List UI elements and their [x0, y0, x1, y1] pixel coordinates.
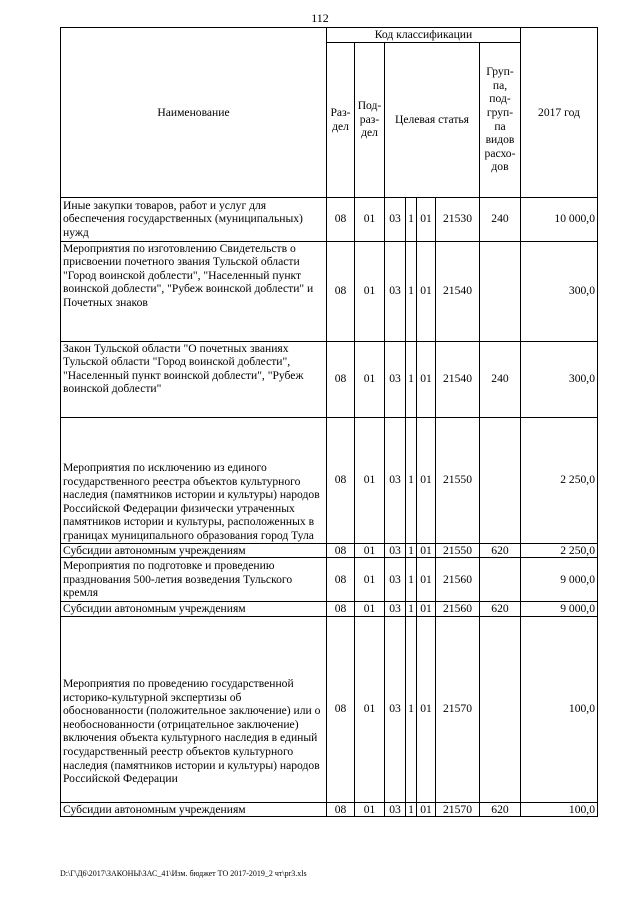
table-row [61, 417, 598, 543]
row-cs4: 21570 [436, 616, 480, 802]
row-vr [480, 616, 521, 802]
row-sum: 100,0 [521, 616, 598, 802]
row-cs4: 21540 [436, 241, 480, 341]
table-row [61, 802, 598, 817]
row-cs2: 1 [406, 197, 417, 241]
row-cs2: 1 [406, 616, 417, 802]
row-name: Мероприятия по изготовлению Свидетельств о присвоении почетного звания Тульской области "Город воинской доблести", "Населенный пункт воинской доблести", "Рубеж воинской доблести" и Почетных знаков [61, 241, 327, 341]
row-cs3: 01 [417, 197, 436, 241]
row-name: Субсидии автономным учреждениям [61, 543, 327, 558]
row-razdel: 08 [327, 241, 355, 341]
row-name: Иные закупки товаров, работ и услуг для обеспечения государственных (муниципальных) нужд [61, 197, 327, 241]
budget-table [60, 27, 598, 817]
row-sum: 300,0 [521, 341, 598, 417]
row-cs1: 03 [385, 802, 406, 817]
row-cs1: 03 [385, 197, 406, 241]
row-cs4: 21560 [436, 602, 480, 617]
row-podrazdel: 01 [355, 616, 385, 802]
row-podrazdel: 01 [355, 558, 385, 602]
row-razdel: 08 [327, 197, 355, 241]
header-name: Наименование [61, 28, 327, 198]
table-row [61, 602, 598, 617]
row-sum: 300,0 [521, 241, 598, 341]
header-code: Код классификации [327, 28, 521, 43]
row-sum: 100,0 [521, 802, 598, 817]
row-cs2: 1 [406, 241, 417, 341]
row-cs1: 03 [385, 417, 406, 543]
row-name: Мероприятия по подготовке и проведению празднования 500-летия возведения Тульского кремля [61, 558, 327, 602]
header-podrazdel: Под- раз- дел [355, 42, 385, 197]
row-cs1: 03 [385, 241, 406, 341]
row-cs3: 01 [417, 241, 436, 341]
row-vr: 620 [480, 802, 521, 817]
row-razdel: 08 [327, 341, 355, 417]
row-podrazdel: 01 [355, 197, 385, 241]
header-razdel: Раз- дел [327, 42, 355, 197]
row-cs2: 1 [406, 558, 417, 602]
table-row [61, 558, 598, 602]
row-cs3: 01 [417, 558, 436, 602]
row-name: Закон Тульской области "О почетных званиях Тульской области "Город воинской доблести", "Населенный пункт воинской доблести", "Рубеж воинской доблести" [61, 341, 327, 417]
table-row [61, 241, 598, 341]
row-sum: 10 000,0 [521, 197, 598, 241]
row-cs1: 03 [385, 558, 406, 602]
row-cs2: 1 [406, 802, 417, 817]
row-razdel: 08 [327, 543, 355, 558]
table-row [61, 197, 598, 241]
table-row [61, 341, 598, 417]
row-razdel: 08 [327, 602, 355, 617]
row-vr: 240 [480, 341, 521, 417]
row-sum: 2 250,0 [521, 417, 598, 543]
row-cs2: 1 [406, 341, 417, 417]
row-sum: 9 000,0 [521, 558, 598, 602]
row-cs3: 01 [417, 543, 436, 558]
row-cs1: 03 [385, 341, 406, 417]
row-cs2: 1 [406, 417, 417, 543]
row-razdel: 08 [327, 558, 355, 602]
row-cs4: 21550 [436, 417, 480, 543]
table-row [61, 543, 598, 558]
row-name: Субсидии автономным учреждениям [61, 802, 327, 817]
row-name: Мероприятия по проведению государственной историко-культурной экспертизы об обоснованности (положительное заключение) или о необоснованности (отрицательное заключение) включения объекта культурного наследия в единый государственный реестр объектов культурного наследия (памятников истории и культуры) народов Российской Федерации [61, 616, 327, 802]
row-vr [480, 417, 521, 543]
row-cs4: 21570 [436, 802, 480, 817]
row-cs3: 01 [417, 802, 436, 817]
row-podrazdel: 01 [355, 543, 385, 558]
row-cs4: 21540 [436, 341, 480, 417]
row-vr: 620 [480, 602, 521, 617]
row-cs1: 03 [385, 602, 406, 617]
header-row-top [61, 28, 598, 43]
row-razdel: 08 [327, 616, 355, 802]
row-podrazdel: 01 [355, 341, 385, 417]
row-cs4: 21550 [436, 543, 480, 558]
row-cs4: 21560 [436, 558, 480, 602]
row-podrazdel: 01 [355, 417, 385, 543]
row-cs2: 1 [406, 602, 417, 617]
row-sum: 9 000,0 [521, 602, 598, 617]
row-razdel: 08 [327, 417, 355, 543]
file-path-footer: D:\Г\Д6\2017\ЗАКОНЫ\ЗАС_41\Изм. бюджет ТО 2017-2019_2 чт\pr3.xls [60, 869, 307, 878]
row-vr [480, 241, 521, 341]
header-group: Груп- па, под- груп- па видов расхо- дов [480, 42, 521, 197]
row-cs3: 01 [417, 341, 436, 417]
row-vr [480, 558, 521, 602]
row-razdel: 08 [327, 802, 355, 817]
row-cs3: 01 [417, 417, 436, 543]
row-name: Субсидии автономным учреждениям [61, 602, 327, 617]
header-year: 2017 год [521, 28, 598, 198]
row-name: Мероприятия по исключению из единого государственного реестра объектов культурного наследия (памятников истории и культуры) народов Российской Федерации физически утраченных памятников истории и культуры, расположенных в границах муниципального образования город Тула [61, 417, 327, 543]
row-podrazdel: 01 [355, 602, 385, 617]
header-target: Целевая статья [385, 42, 480, 197]
row-vr: 240 [480, 197, 521, 241]
row-cs3: 01 [417, 616, 436, 802]
row-sum: 2 250,0 [521, 543, 598, 558]
row-podrazdel: 01 [355, 241, 385, 341]
page-number: 112 [311, 11, 329, 25]
row-cs1: 03 [385, 616, 406, 802]
row-vr: 620 [480, 543, 521, 558]
row-podrazdel: 01 [355, 802, 385, 817]
row-cs1: 03 [385, 543, 406, 558]
row-cs4: 21530 [436, 197, 480, 241]
table-row [61, 616, 598, 802]
row-cs2: 1 [406, 543, 417, 558]
row-cs3: 01 [417, 602, 436, 617]
